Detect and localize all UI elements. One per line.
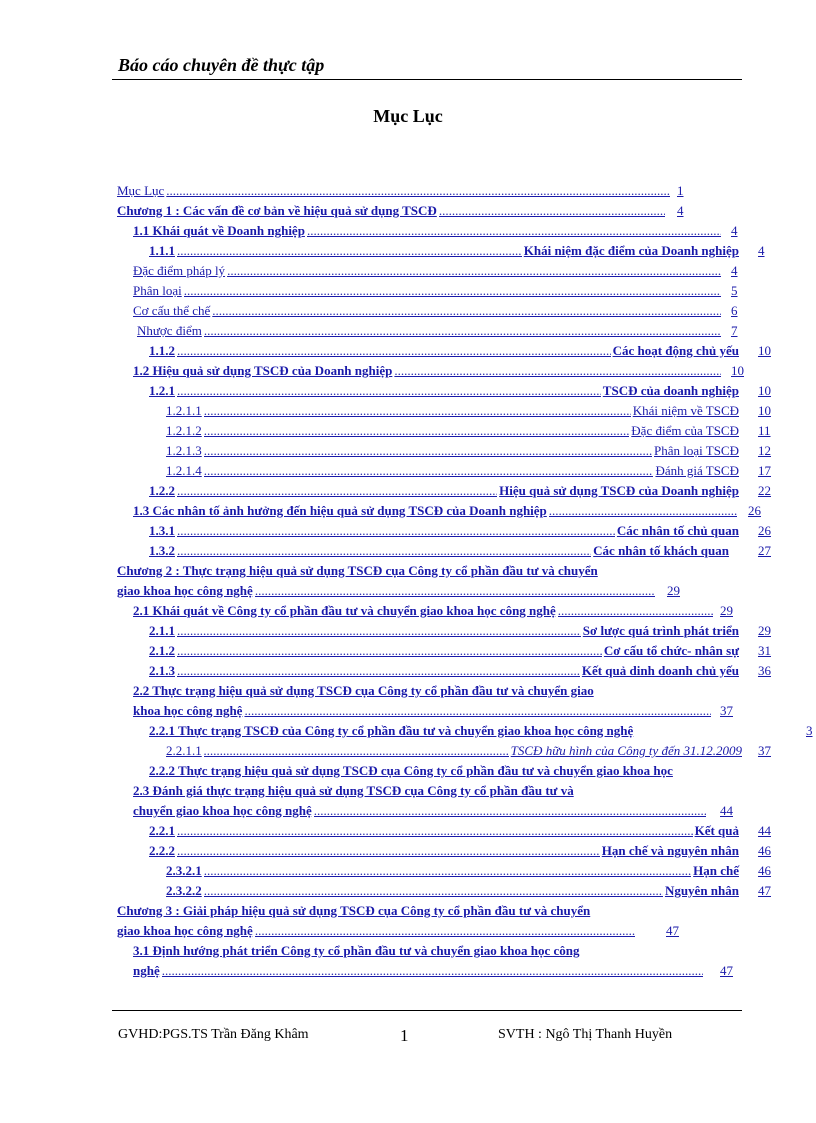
- toc-entry-number[interactable]: 2.3.2.1: [166, 863, 202, 878]
- toc-entry-number[interactable]: 2.1.2: [149, 643, 175, 658]
- toc-entry-page[interactable]: 27: [758, 543, 771, 558]
- toc-entry-page[interactable]: 29: [758, 623, 771, 638]
- toc-entry-title[interactable]: chuyển giao khoa học công nghệ: [133, 803, 312, 818]
- toc-entry-title[interactable]: Đánh giá TSCĐ: [655, 463, 739, 478]
- toc-entry-title[interactable]: 3.1 Định hướng phát triển Công ty cổ phần đầu tư và chuyển giao khoa học công: [133, 943, 580, 958]
- toc-entry[interactable]: [0, 781, 816, 801]
- toc-entry-title[interactable]: 1.2 Hiệu quả sử dụng TSCĐ của Doanh nghiệp: [133, 363, 393, 378]
- toc-entry-number[interactable]: 2.2.1.1: [166, 743, 202, 758]
- toc-entry-title[interactable]: 2.2 Thực trạng hiệu quả sử dụng TSCĐ cụa Công ty cổ phần đầu tư và chuyển giao: [133, 683, 594, 698]
- toc-entry-title[interactable]: Khái niệm đặc điểm của Doanh nghiệp: [523, 243, 739, 258]
- toc-entry-title[interactable]: Nhược điểm: [137, 323, 202, 338]
- toc-entry-title[interactable]: TSCĐ của doanh nghiệp: [602, 383, 739, 398]
- toc-entry-title[interactable]: giao khoa học công nghệ: [117, 923, 253, 938]
- toc-entry[interactable]: [0, 441, 816, 461]
- toc-entry-title[interactable]: 1.1 Khái quát về Doanh nghiệp: [133, 223, 305, 238]
- toc-entry-page[interactable]: 11: [758, 423, 771, 438]
- toc-entry-page[interactable]: 46: [758, 863, 771, 878]
- toc-entry-title[interactable]: 2.1 Khái quát về Công ty cổ phần đầu tư và chuyển giao khoa học công nghệ: [133, 603, 556, 618]
- toc-entry[interactable]: [0, 401, 816, 421]
- toc-entry-page[interactable]: 44: [720, 803, 733, 818]
- toc-entry-title[interactable]: Cơ cấu thể chế: [133, 303, 211, 318]
- toc-entry-page[interactable]: 4: [731, 223, 738, 238]
- toc-entry[interactable]: [0, 861, 816, 881]
- page-title: Mục Lục: [373, 106, 443, 126]
- toc-entry-title[interactable]: TSCĐ hữu hình của Công ty đến 31.12.2009: [510, 743, 742, 758]
- toc-entry-number[interactable]: 2.1.1: [149, 623, 175, 638]
- toc-entry-page[interactable]: 47: [758, 883, 771, 898]
- toc-entry-page[interactable]: 10: [758, 403, 771, 418]
- toc-entry[interactable]: [0, 761, 816, 781]
- toc-entry[interactable]: [0, 381, 816, 401]
- toc-entry[interactable]: [0, 521, 816, 541]
- toc-entry-number[interactable]: 1.3.1: [149, 523, 175, 538]
- toc-entry[interactable]: [0, 661, 816, 681]
- toc-entry[interactable]: [0, 181, 816, 201]
- toc-entry-page[interactable]: 1: [677, 183, 684, 198]
- toc-entry[interactable]: [0, 221, 816, 241]
- toc-entry[interactable]: [0, 341, 816, 361]
- toc-entry-page[interactable]: 4: [758, 243, 765, 258]
- toc-entry-title[interactable]: Chương 1 : Các vấn đề cơ bản về hiệu quả sử dụng TSCĐ: [117, 203, 437, 218]
- toc-entry[interactable]: [0, 301, 816, 321]
- toc-entry-number[interactable]: 1.2.1.1: [166, 403, 202, 418]
- toc-entry-title[interactable]: Đặc điểm pháp lý: [133, 263, 226, 278]
- toc-entry[interactable]: [0, 281, 816, 301]
- toc-entry-number[interactable]: 1.2.1: [149, 383, 175, 398]
- toc-entry-page[interactable]: 3: [806, 723, 813, 738]
- toc-entry-page[interactable]: 6: [731, 303, 738, 318]
- toc-entry[interactable]: [0, 461, 816, 481]
- toc-entry-title[interactable]: Nguyên nhân: [664, 883, 739, 898]
- footer-supervisor: GVHD:PGS.TS Trần Đăng Khâm: [118, 1027, 309, 1042]
- toc-entry[interactable]: [0, 881, 816, 901]
- toc-entry-page[interactable]: 31: [758, 643, 771, 658]
- toc-entry-page[interactable]: 12: [758, 443, 771, 458]
- toc-entry-title[interactable]: Phân loại TSCĐ: [654, 443, 739, 458]
- footer-student: SVTH : Ngô Thị Thanh Huyền: [498, 1027, 673, 1042]
- report-header-title: Báo cáo chuyên đề thực tập: [118, 55, 325, 75]
- footer-page-number: 1: [400, 1026, 409, 1045]
- toc-entry[interactable]: [0, 241, 816, 261]
- toc-entry-page[interactable]: 17: [758, 463, 771, 478]
- toc-entry-title[interactable]: 2.3 Đánh giá thực trạng hiệu quả sử dụng TSCĐ cụa Công ty cổ phần đầu tư và: [133, 783, 574, 798]
- toc-entry-number[interactable]: 1.1.2: [149, 343, 175, 358]
- toc-entry[interactable]: [0, 641, 816, 661]
- toc-entry-title[interactable]: Khái niệm về TSCĐ: [632, 403, 739, 418]
- toc-entry-page[interactable]: 37: [720, 703, 733, 718]
- toc-entry-title[interactable]: Hạn chế: [693, 863, 739, 878]
- toc-entry[interactable]: [0, 621, 816, 641]
- toc-entry-page[interactable]: 26: [748, 503, 761, 518]
- toc-entry[interactable]: [0, 481, 816, 501]
- toc-entry-title[interactable]: Các hoạt động chủ yếu: [612, 343, 739, 358]
- toc-entry-title[interactable]: giao khoa học công nghệ: [117, 583, 253, 598]
- toc-entry-page[interactable]: 44: [758, 823, 771, 838]
- toc-entry-title[interactable]: Hạn chế và nguyên nhân: [601, 843, 739, 858]
- toc-entry-page[interactable]: 36: [758, 663, 771, 678]
- toc-entry-page[interactable]: 29: [720, 603, 733, 618]
- toc-entry-page[interactable]: 7: [731, 323, 738, 338]
- toc-entry[interactable]: [0, 961, 816, 981]
- toc-entry-number[interactable]: 2.2.2: [149, 843, 175, 858]
- toc-entry-number[interactable]: 2.3.2.2: [166, 883, 202, 898]
- toc-entry-page[interactable]: 4: [731, 263, 738, 278]
- toc-entry-title[interactable]: Các nhân tố chủ quan: [616, 523, 739, 538]
- toc-entry-title[interactable]: 2.2.2 Thực trạng hiệu quả sử dụng TSCĐ cụa Công ty cổ phần đầu tư và chuyển giao khoa học: [149, 763, 673, 778]
- toc-entry-title[interactable]: Hiệu quả sử dụng TSCĐ của Doanh nghiệp: [499, 483, 739, 498]
- toc-entry[interactable]: [0, 841, 816, 861]
- toc-entry-page[interactable]: 10: [731, 363, 744, 378]
- toc-entry[interactable]: [0, 421, 816, 441]
- toc-entry[interactable]: [0, 901, 816, 921]
- toc-entry-title[interactable]: Mục Lục: [117, 183, 165, 198]
- toc-entry-title[interactable]: Cơ cấu tổ chức- nhân sự: [603, 643, 739, 658]
- toc-entry-number[interactable]: 2.2.1: [149, 823, 175, 838]
- toc-entry[interactable]: [0, 601, 816, 621]
- toc-entry[interactable]: [0, 261, 816, 281]
- toc-entry-page[interactable]: 47: [720, 963, 733, 978]
- toc-entry-page[interactable]: 26: [758, 523, 771, 538]
- toc-entry-page[interactable]: 46: [758, 843, 771, 858]
- toc-entry[interactable]: [0, 541, 816, 561]
- toc-entry[interactable]: [0, 581, 816, 601]
- toc-entry[interactable]: [0, 721, 816, 741]
- toc-entry[interactable]: [0, 361, 816, 381]
- toc-entry-title[interactable]: Kết quả dinh doanh chủ yếu: [581, 663, 739, 678]
- toc-entry-title[interactable]: 2.2.1 Thực trạng TSCĐ của Công ty cổ phần đầu tư và chuyển giao khoa học công nghệ: [149, 723, 634, 738]
- toc-entry[interactable]: [0, 321, 816, 341]
- toc-entry[interactable]: [0, 741, 816, 761]
- toc-entry-title[interactable]: nghệ: [133, 963, 160, 978]
- table-of-contents: [0, 181, 816, 981]
- toc-entry-page[interactable]: 10: [758, 383, 771, 398]
- toc-entry-title[interactable]: khoa học công nghệ: [133, 703, 243, 718]
- toc-entry-title[interactable]: Chương 2 : Thực trạng hiệu quả sử dụng TSCĐ cụa Công ty cổ phần đầu tư và chuyển: [117, 563, 598, 578]
- footer-divider: [112, 1010, 742, 1011]
- toc-entry-number[interactable]: 1.2.1.4: [166, 463, 202, 478]
- toc-entry[interactable]: [0, 921, 816, 941]
- toc-entry-title[interactable]: Các nhân tố khách quan: [593, 543, 729, 558]
- toc-entry-page[interactable]: 37: [758, 743, 771, 758]
- toc-entry[interactable]: [0, 201, 816, 221]
- toc-entry[interactable]: [0, 561, 816, 581]
- toc-entry-page[interactable]: 22: [758, 483, 771, 498]
- toc-entry-title[interactable]: Kết quả: [694, 823, 739, 838]
- toc-entry-title[interactable]: Phân loại: [133, 283, 182, 298]
- toc-entry-number[interactable]: 1.3.2: [149, 543, 175, 558]
- toc-entry-page[interactable]: 4: [677, 203, 684, 218]
- toc-entry-title[interactable]: Sơ lược quá trình phát triển: [582, 623, 739, 638]
- toc-entry-page[interactable]: 47: [666, 923, 679, 938]
- toc-entry-number[interactable]: 1.2.1.2: [166, 423, 202, 438]
- toc-entry-page[interactable]: 29: [667, 583, 680, 598]
- toc-entry[interactable]: [0, 801, 816, 821]
- toc-entry-page[interactable]: 5: [731, 283, 738, 298]
- toc-entry-number[interactable]: 1.1.1: [149, 243, 175, 258]
- toc-entry-number[interactable]: 1.2.1.3: [166, 443, 202, 458]
- toc-entry[interactable]: [0, 941, 816, 961]
- toc-entry-number[interactable]: 2.1.3: [149, 663, 175, 678]
- header-divider: [112, 79, 742, 80]
- toc-entry[interactable]: [0, 701, 816, 721]
- toc-entry-title[interactable]: Chương 3 : Giải pháp hiệu quả sử dụng TSCĐ cụa Công ty cổ phần đầu tư và chuyển: [117, 903, 591, 918]
- toc-entry-title[interactable]: Đặc điểm của TSCĐ: [631, 423, 739, 438]
- toc-entry-title[interactable]: 1.3 Các nhân tố ảnh hưởng đến hiệu quả sử dụng TSCĐ của Doanh nghiệp: [133, 503, 547, 518]
- toc-entry[interactable]: [0, 501, 816, 521]
- toc-entry-page[interactable]: 10: [758, 343, 771, 358]
- toc-entry[interactable]: [0, 681, 816, 701]
- toc-entry[interactable]: [0, 821, 816, 841]
- toc-entry-number[interactable]: 1.2.2: [149, 483, 175, 498]
